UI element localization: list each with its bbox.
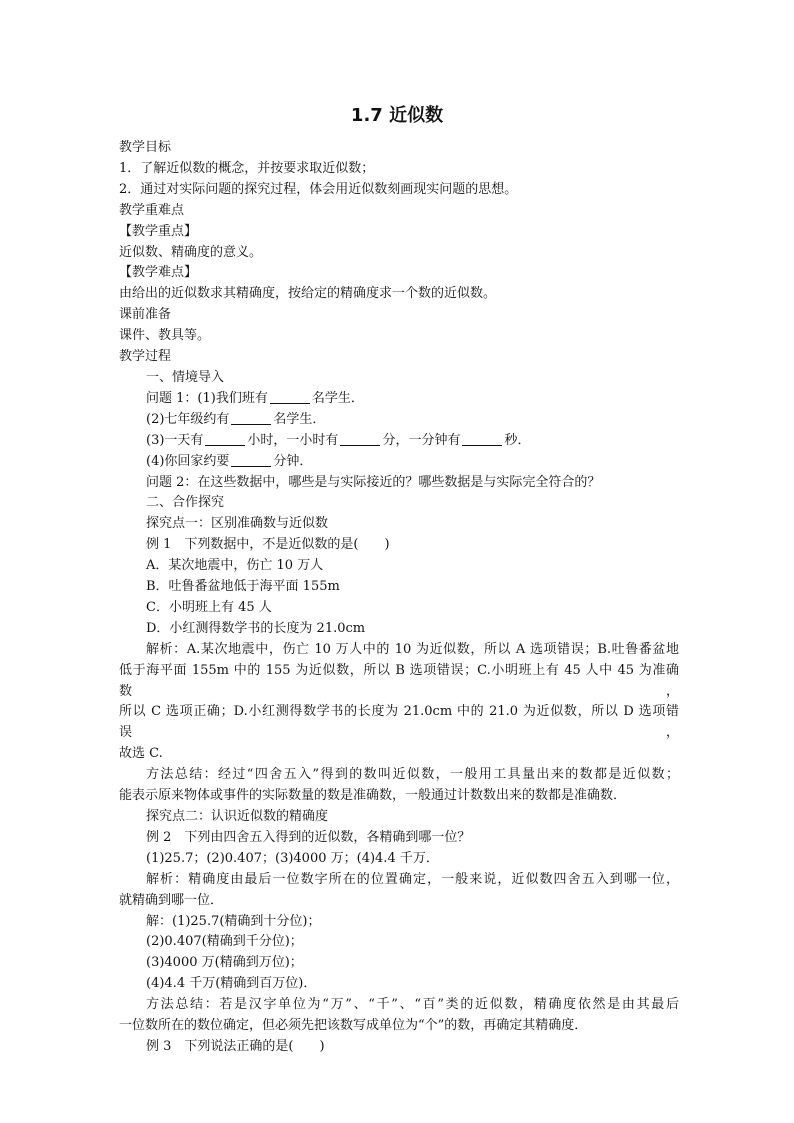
text-line	[119, 222, 679, 243]
line-text: 探究点一：区别准确数与近似数	[146, 516, 329, 532]
line-text: 【教学难点】	[119, 265, 198, 281]
page-title: 1.7 近似数	[350, 105, 444, 126]
text-line	[119, 305, 679, 326]
line-text: 就精确到哪一位．	[119, 892, 224, 908]
line-text: 小时，一小时有	[247, 432, 339, 448]
text-line	[119, 284, 679, 305]
text-line	[119, 452, 679, 473]
line-text: (3)一天有	[146, 432, 204, 448]
line-text: (4)你回家约要	[146, 453, 230, 469]
line-text: 一位数所在的数位确定，但必须先把该数写成单位为“个”的数，再确定其精确度．	[119, 1018, 588, 1034]
line-text: 名学生．	[311, 390, 364, 406]
fill-in-blank	[231, 411, 271, 425]
text-line	[119, 619, 679, 640]
text-line	[119, 389, 679, 410]
text-line	[119, 368, 679, 389]
line-text: A．某次地震中，伤亡 10 万人	[146, 558, 324, 574]
fill-in-blank	[340, 432, 380, 446]
line-text: B．吐鲁番盆地低于海平面 155m	[146, 579, 340, 595]
line-text: 方法总结：若是汉字单位为“万”、“千”、“百”类的近似数，精确度依然是由其最后	[146, 997, 679, 1013]
line-text: 一、情境导入	[146, 369, 225, 385]
line-text: 2．通过对实际问题的探究过程，体会用近似数刻画现实问题的思想。	[119, 181, 518, 197]
line-text: 由给出的近似数求其精确度，按给定的精确度求一个数的近似数。	[119, 286, 497, 302]
line-text: (2)七年级约有	[146, 411, 230, 427]
text-line	[119, 159, 679, 180]
text-line	[119, 640, 679, 661]
line-text: (3)4000 万(精确到万位)；	[146, 955, 303, 971]
line-text: 【教学重点】	[119, 223, 198, 239]
text-line	[119, 744, 679, 765]
text-line	[119, 535, 679, 556]
text-line	[119, 1037, 679, 1058]
line-text: 能表示原来物体或事件的实际数量的数是准确数，一般通过计数数出来的数都是准确数．	[119, 788, 627, 804]
text-line	[119, 932, 679, 953]
line-text: 课前准备	[119, 307, 172, 323]
text-line	[119, 347, 679, 368]
line-text: 教学目标	[119, 140, 172, 155]
line-text: 问题 1：(1)我们班有	[146, 390, 268, 406]
text-line	[119, 786, 679, 807]
line-text: 例 3 下列说法正确的是( )	[146, 1038, 325, 1054]
line-text: 分，一分钟有	[382, 432, 461, 448]
text-line	[119, 912, 679, 933]
line-text: (1)25.7；(2)0.407；(3)4000 万；(4)4.4 千万．	[146, 850, 439, 866]
text-line	[119, 891, 679, 912]
line-text: 方法总结：经过“四舍五入”得到的数叫近似数，一般用工具量出来的数都是近似数；	[146, 767, 679, 783]
text-line	[119, 410, 679, 431]
text-line	[119, 201, 679, 222]
line-text: 教学过程	[119, 349, 172, 365]
line-text: 教学重难点	[119, 202, 185, 218]
text-line	[119, 974, 679, 995]
text-line	[119, 263, 679, 284]
text-line	[119, 243, 679, 264]
line-text: C．小明班上有 45 人	[146, 599, 272, 615]
text-line	[119, 807, 679, 828]
text-line	[119, 514, 679, 535]
fill-in-blank	[270, 390, 310, 404]
line-text: 解析：精确度由最后一位数字所在的位置确定，一般来说，近似数四舍五入到哪一位，	[146, 871, 679, 887]
text-line	[119, 431, 679, 452]
text-line	[119, 702, 679, 744]
fill-in-blank	[462, 432, 502, 446]
text-line	[119, 661, 679, 703]
text-line	[119, 493, 679, 514]
line-text: D．小红测得数学书的长度为 21.0cm	[146, 620, 366, 636]
text-line	[119, 326, 679, 347]
line-text: 低于海平面 155m 中的 155 为近似数，所以 B 选项错误；C.小明班上有 45 人中 45 为准确数，	[119, 662, 679, 699]
text-line	[119, 473, 679, 494]
line-text: 例 1 下列数据中，不是近似数的是( )	[146, 537, 390, 553]
line-text: 例 2 下列由四舍五入得到的近似数，各精确到哪一位？	[146, 829, 471, 845]
line-text: 近似数、精确度的意义。	[119, 244, 263, 260]
line-text: 所以 C 选项正确；D.小红测得数学书的长度为 21.0cm 中的 21.0 为近似数，所以 D 选项错误，	[119, 704, 679, 741]
line-text: 探究点二：认识近似数的精确度	[146, 809, 329, 824]
line-text: 名学生．	[273, 411, 326, 427]
text-line	[119, 598, 679, 619]
text-line	[119, 849, 679, 870]
document-body	[119, 138, 679, 1058]
text-line	[119, 577, 679, 598]
line-text: 解：(1)25.7(精确到十分位)；	[146, 913, 321, 929]
text-line	[119, 953, 679, 974]
line-text: 1．了解近似数的概念，并按要求取近似数；	[119, 160, 375, 176]
line-text: (4)4.4 千万(精确到百万位)．	[146, 976, 317, 992]
text-line	[119, 870, 679, 891]
line-text: 故选 C.	[119, 746, 163, 762]
text-line	[119, 556, 679, 577]
line-text: 分钟．	[273, 453, 313, 469]
text-line	[119, 180, 679, 201]
line-text: 秒．	[504, 432, 531, 448]
text-line	[119, 138, 679, 159]
line-text: 解析：A.某次地震中，伤亡 10 万人中的 10 为近似数，所以 A 选项错误；B.吐鲁番盆地	[146, 641, 679, 657]
text-line	[119, 765, 679, 786]
text-line	[119, 828, 679, 849]
line-text: 课件、教具等。	[119, 328, 211, 344]
line-text: 问题 2：在这些数据中，哪些是与实际接近的？哪些数据是与实际完全符合的？	[146, 474, 601, 490]
text-line	[119, 1016, 679, 1037]
text-line	[119, 995, 679, 1016]
fill-in-blank	[231, 453, 271, 467]
line-text: (2)0.407(精确到千分位)；	[146, 934, 303, 950]
fill-in-blank	[205, 432, 245, 446]
line-text: 二、合作探究	[146, 495, 225, 511]
